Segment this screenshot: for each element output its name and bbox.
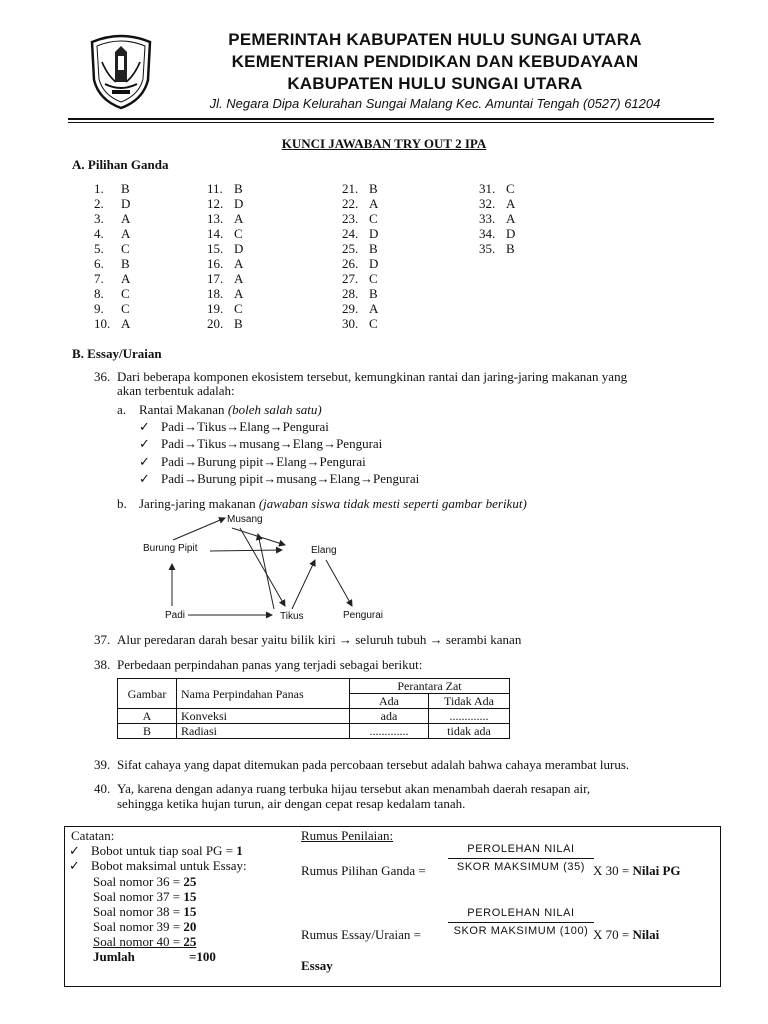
answer-column-3 (342, 181, 378, 331)
soal-37: Soal nomor 37 = 15 (93, 889, 197, 904)
q37-text: Alur peredaran darah besar yaitu bilik kiri → seluruh tubuh → serambi kanan (117, 632, 522, 647)
header-rule-thick (68, 118, 714, 120)
fraction-bar (448, 858, 594, 859)
fraction-bar (448, 922, 594, 923)
bobot-pg: ✓ Bobot untuk tiap soal PG = 1 (69, 843, 243, 858)
q39-number: 39. (94, 757, 111, 772)
node-musang: Musang (227, 514, 263, 525)
answer-row: 23. C (342, 211, 378, 226)
rumus-essay-denominator: SKOR MAKSIMUM (100) (453, 925, 589, 937)
q36-a-label: a. (117, 402, 127, 417)
answer-row: 7. A (94, 271, 131, 286)
check-icon: ✓ (69, 858, 80, 873)
q37-number: 37. (94, 632, 111, 647)
node-elang: Elang (311, 545, 337, 556)
answer-row: 27. C (342, 271, 378, 286)
answer-row: 24. D (342, 226, 379, 241)
q40-number: 40. (94, 781, 111, 796)
q38-text: Perbedaan perpindahan panas yang terjadi sebagai berikut: (117, 657, 423, 672)
answer-column-1 (94, 181, 130, 331)
bobot-essay: ✓ Bobot maksimal untuk Essay: (69, 858, 247, 873)
answer-row: 35. B (479, 241, 515, 256)
answer-row: 34. D (479, 226, 516, 241)
rumus-essay-result: X 70 = Nilai (593, 927, 660, 942)
header-address: Jl. Negara Dipa Kelurahan Sungai Malang Kec. Amuntai Tengah (0527) 61204 (209, 96, 661, 111)
q36-number: 36. (94, 369, 111, 384)
check-icon: ✓ (139, 454, 150, 469)
q36-text-line-1: Dari beberapa komponen ekosistem tersebut, kemungkinan rantai dan jaring-jaring makanan yang (117, 369, 628, 384)
q36-a-heading: Rantai Makanan (boleh salah satu) (139, 402, 322, 417)
rumus-essay-label: Rumus Essay/Uraian = (301, 927, 421, 942)
q36-text-line-2: akan terbentuk adalah: (117, 383, 235, 398)
answer-row: 19. C (207, 301, 243, 316)
rumus-pg-denominator: SKOR MAKSIMUM (35) (456, 861, 586, 873)
rumus-pg-numerator: PEROLEHAN NILAI (467, 843, 575, 855)
header-tidak-ada: Tidak Ada (429, 694, 510, 709)
soal-39: Soal nomor 39 = 20 (93, 919, 197, 934)
food-web-diagram (130, 512, 410, 624)
food-chain-1: ✓ Padi→Tikus→Elang→Pengurai (139, 419, 329, 434)
rumus-pg-label: Rumus Pilihan Ganda = (301, 863, 426, 878)
table-row: A Konveksi ada ............. (118, 709, 510, 724)
food-chain-2: ✓ Padi→Tikus→musang→Elang→Pengurai (139, 436, 383, 451)
answer-row: 18. A (207, 286, 244, 301)
header-line-2: KEMENTERIAN PENDIDIKAN DAN KEBUDAYAAN (231, 52, 639, 71)
jumlah-value: =100 (189, 949, 216, 964)
answer-row: 20. B (207, 316, 243, 331)
header-line-3: KABUPATEN HULU SUNGAI UTARA (287, 74, 583, 93)
header-gambar: Gambar (118, 679, 177, 709)
answer-row: 17. A (207, 271, 244, 286)
answer-row: 26. D (342, 256, 379, 271)
answer-row: 2. D (94, 196, 131, 211)
check-icon: ✓ (139, 436, 150, 451)
answer-row: 16. A (207, 256, 244, 271)
notes-box (64, 826, 721, 987)
header-perantara: Perantara Zat (350, 679, 510, 694)
answer-row: 6. B (94, 256, 130, 271)
answer-row: 9. C (94, 301, 130, 316)
answer-row: 12. D (207, 196, 244, 211)
soal-40: Soal nomor 40 = 25 (93, 934, 197, 949)
q38-number: 38. (94, 657, 111, 672)
rumus-essay-numerator: PEROLEHAN NILAI (467, 907, 575, 919)
node-tikus: Tikus (280, 611, 304, 622)
answer-row: 8. C (94, 286, 130, 301)
food-chain-4: ✓ Padi→Burung pipit→musang→Elang→Pengurai (139, 471, 420, 486)
check-icon: ✓ (139, 419, 150, 434)
answer-row: 33. A (479, 211, 516, 226)
node-burung-pipit: Burung Pipit (143, 543, 198, 554)
answer-row: 32. A (479, 196, 516, 211)
answer-row: 29. A (342, 301, 379, 316)
soal-38: Soal nomor 38 = 15 (93, 904, 197, 919)
answer-column-4 (479, 181, 515, 256)
answer-row: 11. B (207, 181, 243, 196)
answer-row: 10. A (94, 316, 131, 331)
check-icon: ✓ (139, 471, 150, 486)
answer-row: 30. C (342, 316, 378, 331)
node-pengurai: Pengurai (343, 610, 384, 621)
answer-row: 15. D (207, 241, 244, 256)
answer-row: 5. C (94, 241, 130, 256)
table-row: B Radiasi ............. tidak ada (118, 724, 510, 739)
header-nama: Nama Perpindahan Panas (177, 679, 350, 709)
answer-row: 31. C (479, 181, 515, 196)
jumlah-label: Jumlah (93, 949, 135, 964)
q40-text-line-2: sehingga ketika hujan turun, air dengan cepat resap kedalam tanah. (117, 796, 466, 811)
answer-row: 25. B (342, 241, 378, 256)
section-a-heading: A. Pilihan Ganda (72, 157, 169, 172)
header-ada: Ada (350, 694, 429, 709)
heat-transfer-table (117, 678, 510, 739)
answer-row: 21. B (342, 181, 378, 196)
q36-b-heading: Jaring-jaring makanan (jawaban siswa tidak mesti seperti gambar berikut) (139, 496, 527, 511)
food-chain-3: ✓ Padi→Burung pipit→Elang→Pengurai (139, 454, 366, 469)
q40-text-line-1: Ya, karena dengan adanya ruang terbuka hijau tersebut akan menambah daerah resapan air, (117, 781, 591, 796)
rumus-title: Rumus Penilaian: (301, 828, 394, 843)
check-icon: ✓ (69, 843, 80, 858)
answer-row: 4. A (94, 226, 131, 241)
section-b-heading: B. Essay/Uraian (72, 346, 162, 361)
q36-b-label: b. (117, 496, 127, 511)
logo (88, 32, 154, 110)
soal-36: Soal nomor 36 = 25 (93, 874, 197, 889)
notes-title: Catatan: (71, 828, 115, 843)
header-rule-thin (68, 122, 714, 123)
answer-row: 22. A (342, 196, 379, 211)
rumus-pg-result: X 30 = Nilai PG (593, 863, 681, 878)
q39-text: Sifat cahaya yang dapat ditemukan pada percobaan tersebut adalah bahwa cahaya merambat lurus. (117, 757, 630, 772)
answer-row: 3. A (94, 211, 131, 226)
answer-row: 13. A (207, 211, 244, 226)
answer-column-2 (207, 181, 243, 331)
header-line-1: PEMERINTAH KABUPATEN HULU SUNGAI UTARA (228, 30, 642, 49)
node-padi: Padi (165, 610, 186, 621)
answer-row: 28. B (342, 286, 378, 301)
answer-row: 1. B (94, 181, 130, 196)
answer-row: 14. C (207, 226, 243, 241)
document-title: KUNCI JAWABAN TRY OUT 2 IPA (281, 136, 487, 151)
rumus-essay-result-2: Essay (301, 958, 333, 973)
